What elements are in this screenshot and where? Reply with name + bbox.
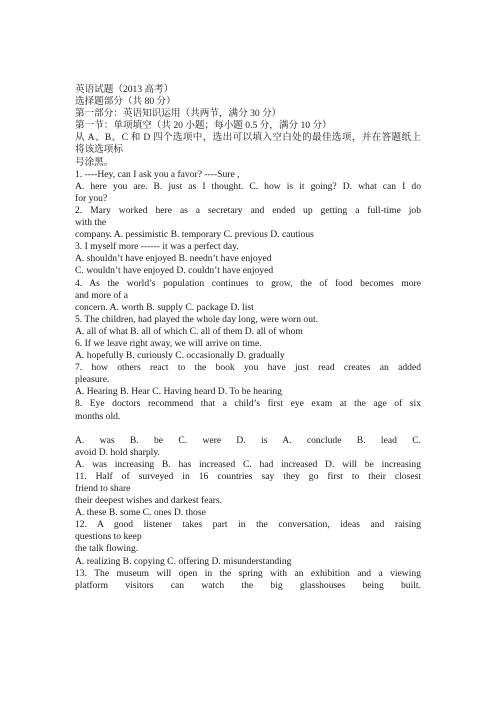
subsection-heading: 第一节：单项填空（共 20 小题；每小题 0.5 分，满分 10 分） (75, 120, 332, 132)
part-heading: 第一部分：英语知识运用（共两节，满分 30 分） (75, 108, 282, 120)
question-4-options: concern. A. worth B. supply C. package D. list (75, 301, 254, 313)
blank-line (75, 423, 421, 435)
question-10-options: A. was increasing B. has increased C. had increased D. will be increasing (75, 458, 421, 470)
question-11: 11. Half of surveyed in 16 countries say they go first to their closest (75, 470, 421, 482)
section-heading: 选择题部分（共 80 分） (75, 96, 176, 108)
question-7: pleasure. (75, 374, 110, 386)
question-11: friend to share (75, 483, 131, 494)
question-1: 1. ----Hey, can I ask you a favor? ----Sure , (75, 168, 240, 180)
question-2-options: company. A. pessimistic B. temporary C. previous D. cautious (75, 229, 314, 241)
question-8-options: A. was B. be C. were D. is A. conclude B. lead C. (75, 434, 421, 446)
question-7-options: A. Hearing B. Hear C. Having heard D. To be hearing (75, 386, 282, 398)
question-12: the talk flowing. (75, 543, 139, 555)
doc-title: 英语试题（2013 高考） (75, 84, 174, 95)
question-6: 6. If we leave right away, we will arrive on time. (75, 337, 262, 349)
question-1-options: for you? (75, 192, 108, 204)
question-8: months old. (75, 410, 121, 422)
question-3: 3. I myself more ------ it was a perfect day. (75, 241, 239, 253)
question-1-options: A. here you are. B. just as I thought. C. how is it going? D. what can I do (75, 180, 421, 192)
question-3-options: A. shouldn’t have enjoyed B. needn’t have enjoyed (75, 253, 272, 265)
question-9-options: avoid D. hold sharply. (75, 446, 160, 458)
question-11: their deepest wishes and darkest fears. (75, 495, 223, 507)
question-12-options: A. realizing B. copying C. offering D. misunderstanding (75, 555, 292, 567)
document-body (75, 84, 421, 592)
question-3-options: C. wouldn’t have enjoyed D. couldn’t have enjoyed (75, 265, 274, 277)
question-8: 8. Eye doctors recommend that a child’s first eye exam at the age of six (75, 398, 421, 410)
instruction-line: 将该选项标 (75, 144, 123, 156)
instruction-line: 从 A、B、C 和 D 四个选项中，选出可以填入空白处的最佳选项，并在答题纸上 (75, 132, 421, 144)
question-2: 2. Mary worked here as a secretary and ended up getting a full-time job (75, 204, 421, 216)
question-5: 5. The children, had played the whole day long, were worn out. (75, 313, 319, 325)
question-6-options: A. hopefully B. curiously C. occasionally D. gradually (75, 350, 285, 362)
question-5-options: A. all of what B. all of which C. all of them D. all of whom (75, 325, 303, 337)
question-12: 12. A good listener takes part in the conversation, ideas and raising (75, 519, 421, 531)
question-13: 13. The museum will open in the spring with an exhibition and a viewing (75, 567, 421, 579)
instruction-line: 号涂黑。 (75, 156, 114, 168)
question-12: questions to keep (75, 531, 142, 543)
question-4: and more of a (75, 289, 129, 301)
question-7: 7. how others react to the book you have just read creates an added (75, 362, 421, 374)
question-4: 4. As the world’s population continues to grow, the of food becomes more (75, 277, 421, 289)
question-13: platform visitors can watch the big glasshouses being built. (75, 579, 421, 591)
question-2: with the (75, 217, 107, 229)
question-11-options: A. these B. some C. ones D. those (75, 507, 206, 519)
